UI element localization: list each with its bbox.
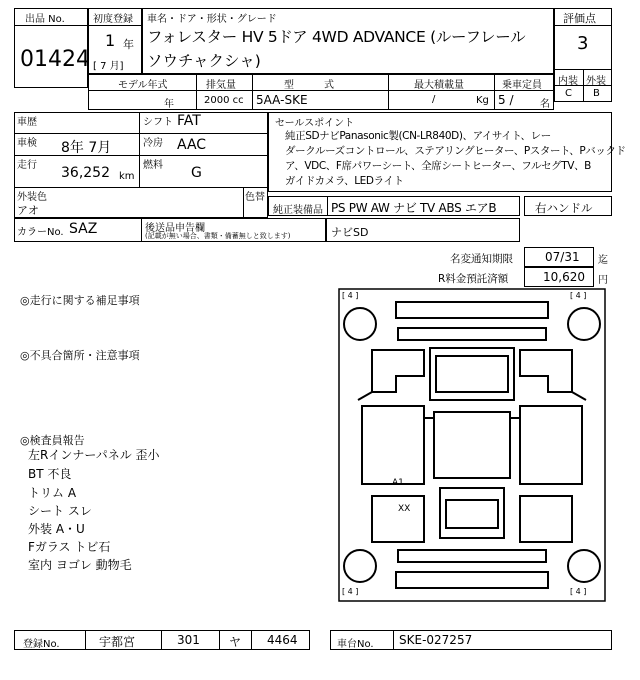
mileage-label: 走行 xyxy=(17,160,37,171)
equipment-box xyxy=(268,196,520,216)
max-load-value: / xyxy=(432,94,436,105)
registration-class: 301 xyxy=(177,633,200,647)
color-change-label: 色替 xyxy=(245,192,265,203)
sales-point-line2: ダークルーズコントロール、ステアリングヒーター、Pスタート、Pバックド xyxy=(285,145,626,157)
max-load-label: 最大積載量 xyxy=(414,80,464,91)
inspector-item: トリム A xyxy=(28,486,77,500)
capacity-unit: 名 xyxy=(540,99,550,110)
score-value: 3 xyxy=(577,33,589,54)
score-box xyxy=(554,8,612,102)
recycle-label: R料金預託済額 xyxy=(438,273,509,285)
nav-value: ナビSD xyxy=(331,226,369,239)
fuel-label: 燃料 xyxy=(143,160,163,171)
lot-number-box xyxy=(14,8,88,88)
max-load-unit: Kg xyxy=(476,95,489,106)
recycle-box xyxy=(524,267,594,287)
exterior-grade: B xyxy=(593,88,600,99)
inspector-item: シート スレ xyxy=(28,504,92,518)
docs-note: (記載が無い場合、書類・備蓄無しと致します) xyxy=(145,232,291,240)
ext-color-label: 外装色 xyxy=(17,192,47,203)
capacity-value: 5 / xyxy=(498,93,514,107)
registration-box xyxy=(14,630,310,650)
tire-depth-bottom-left: [ 4 ] xyxy=(342,587,359,596)
inspection-label: 車検 xyxy=(17,138,37,149)
tire-depth-bottom-right: [ 4 ] xyxy=(570,587,587,596)
tire-depth-top-right: [ 4 ] xyxy=(570,291,587,300)
color-docs-box xyxy=(14,218,326,242)
docs-label: 後送品申告欄 xyxy=(145,223,205,234)
first-registration-month: [ 7 月] xyxy=(93,61,124,72)
sales-point-line4: ガイドカメラ、LEDライト xyxy=(285,175,404,187)
name-change-box xyxy=(524,247,594,267)
chassis-value: SKE-027257 xyxy=(399,633,473,647)
model-year-unit: 年 xyxy=(164,99,174,110)
type-label: 型 式 xyxy=(284,80,334,91)
equipment-value: PS PW AW ナビ TV ABS エアB xyxy=(331,201,497,215)
recycle-value: 10,620 xyxy=(543,270,585,284)
history-label: 車歴 xyxy=(17,117,37,128)
inspector-report-label: ◎検査員報告 xyxy=(20,434,85,447)
displacement-label: 排気量 xyxy=(206,80,236,91)
interior-grade: C xyxy=(565,88,572,99)
registration-number: 4464 xyxy=(267,633,298,647)
handle-box xyxy=(524,196,612,216)
nav-box xyxy=(326,218,520,242)
color-no-value: SAZ xyxy=(69,221,98,237)
registration-kana: ヤ xyxy=(229,635,242,649)
chassis-label: 車台No. xyxy=(337,639,374,650)
defect-notes-label: ◎不具合箇所・注意事項 xyxy=(20,349,140,362)
first-registration-label: 初度登録 xyxy=(93,14,133,25)
recycle-unit: 円 xyxy=(598,275,608,286)
name-change-value: 07/31 xyxy=(545,250,580,264)
specs-box xyxy=(14,112,268,218)
exterior-label: 外装 xyxy=(586,76,606,87)
name-change-label: 名変通知期限 xyxy=(450,253,513,265)
model-type: 5AA-SKE xyxy=(256,93,308,107)
registration-label: 登録No. xyxy=(23,639,60,650)
inspector-item: BT 不良 xyxy=(28,467,72,481)
mileage-unit: km xyxy=(119,171,135,182)
chassis-box xyxy=(330,630,612,650)
ac-label: 冷房 xyxy=(143,138,163,149)
displacement: 2000 cc xyxy=(204,95,244,106)
car-name-box xyxy=(142,8,554,74)
equipment-label: 純正装備品 xyxy=(273,205,323,216)
fuel-value: G xyxy=(191,165,202,181)
capacity-label: 乗車定員 xyxy=(502,80,542,91)
sales-point-line3: ア、VDC、F席パワーシート、全席シートヒーター、フルセグTV、B xyxy=(285,160,591,172)
car-diagram xyxy=(338,288,606,602)
car-name-line1: フォレスター HV 5ドア 4WD ADVANCE (ルーフレール xyxy=(147,28,526,46)
shift-label: シフト xyxy=(143,117,173,128)
sales-point-line1: 純正SDナビPanasonic製(CN-LR840D)、アイサイト、レー xyxy=(285,130,551,142)
year-suffix: 年 xyxy=(123,38,134,51)
shift-value: FAT xyxy=(177,113,201,129)
score-label: 評価点 xyxy=(563,12,596,25)
sales-point-label: セールスポイント xyxy=(275,118,355,129)
sales-point-box xyxy=(268,112,626,192)
name-change-unit: 迄 xyxy=(598,255,608,266)
inspector-item: 外装 A・U xyxy=(28,522,85,536)
color-no-label: カラーNo. xyxy=(17,227,64,238)
first-registration-year: 1 xyxy=(105,31,116,50)
ac-value: AAC xyxy=(177,137,207,153)
damage-mark-xx: XX xyxy=(398,504,411,514)
driving-notes-label: ◎走行に関する補足事項 xyxy=(20,294,140,307)
registration-area: 宇都宮 xyxy=(99,635,136,649)
inspector-item: Fガラス トビ石 xyxy=(28,540,111,554)
ext-color-value: アオ xyxy=(17,204,39,217)
inspection-value: 8年 7月 xyxy=(61,140,112,156)
interior-label: 内装 xyxy=(558,76,578,87)
inspector-item: 室内 ヨゴレ 動物毛 xyxy=(28,558,132,572)
handle-value: 右ハンドル xyxy=(535,201,593,215)
car-name-line2: ソウチャクシャ) xyxy=(147,52,261,70)
damage-mark-a1: A1 xyxy=(392,478,404,488)
mileage-value: 36,252 xyxy=(61,165,110,181)
first-registration-box xyxy=(88,8,142,74)
car-outline-icon xyxy=(338,288,606,602)
model-year-label: モデル年式 xyxy=(118,80,168,91)
tire-depth-top-left: [ 4 ] xyxy=(342,291,359,300)
lot-number: 01424 xyxy=(20,47,90,72)
inspector-item: 左Rインナーパネル 歪小 xyxy=(28,448,160,462)
lot-number-label: 出品 No. xyxy=(25,14,65,25)
car-name-label: 車名・ドア・形状・グレード xyxy=(147,14,277,25)
